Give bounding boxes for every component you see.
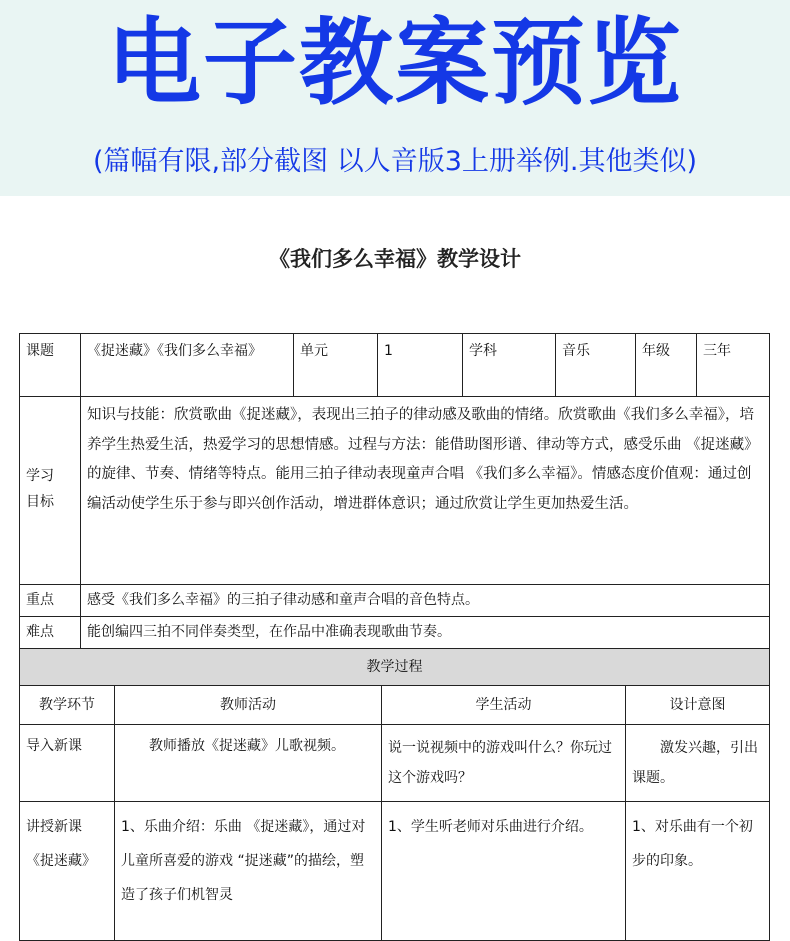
difficulty-label: 难点 xyxy=(26,624,54,640)
topic-label-cell xyxy=(19,333,81,397)
unit-label-cell xyxy=(293,333,378,397)
row1-teacher: 教师播放《捉迷藏》儿歌视频。 xyxy=(149,738,345,754)
unit-label: 单元 xyxy=(300,343,328,359)
header-student-label: 学生活动 xyxy=(475,697,532,713)
topic-value-cell xyxy=(80,333,294,397)
table-row-cell xyxy=(114,801,382,941)
key-point-label-cell xyxy=(19,584,81,617)
grade-value-cell xyxy=(696,333,770,397)
topic-value: 《捉迷藏》《我们多么幸福》 xyxy=(87,343,262,359)
header-intent-label: 设计意图 xyxy=(669,697,726,713)
table-row-cell xyxy=(19,801,115,941)
table-row-cell xyxy=(625,724,770,802)
header-teacher-label: 教师活动 xyxy=(220,697,276,713)
unit-value-cell xyxy=(377,333,463,397)
table-row-cell xyxy=(381,724,626,802)
process-header-stage xyxy=(19,685,115,725)
grade-label-cell xyxy=(635,333,697,397)
row1-intent: 激发兴趣，引出课题。 xyxy=(632,740,758,786)
table-row-cell xyxy=(381,801,626,941)
difficulty-text-cell xyxy=(80,616,770,649)
difficulty-label-cell xyxy=(19,616,81,649)
unit-value: 1 xyxy=(384,343,393,359)
topic-label: 课题 xyxy=(26,343,54,359)
row2-student: 1、学生听老师对乐曲进行介绍。 xyxy=(388,819,593,835)
goals-label-cell xyxy=(19,396,81,585)
banner xyxy=(0,0,790,196)
table-row-cell xyxy=(19,724,115,802)
document-title: 《我们多么幸福》教学设计 xyxy=(269,247,521,271)
key-point-text-cell xyxy=(80,584,770,617)
row2-teacher: 1、乐曲介绍：乐曲 《捉迷藏》，通过对儿童所喜爱的游戏 “捉迷藏”的描绘，塑造了孩子们机智灵 xyxy=(121,819,366,903)
process-title: 教学过程 xyxy=(366,659,423,675)
process-header-intent xyxy=(625,685,770,725)
grade-value: 三年 xyxy=(703,343,731,359)
process-header-teacher xyxy=(114,685,382,725)
process-header-student xyxy=(381,685,626,725)
process-title-cell xyxy=(19,648,770,686)
key-point-text: 感受《我们多么幸福》的三拍子律动感和童声合唱的音色特点。 xyxy=(87,592,479,608)
table-row-cell xyxy=(114,724,382,802)
difficulty-text: 能创编四三拍不同伴奏类型，在作品中准确表现歌曲节奏。 xyxy=(87,624,451,640)
key-point-label: 重点 xyxy=(26,592,54,608)
goals-label-line1: 学习 xyxy=(26,468,54,484)
row2-stage: 讲授新课《捉迷藏》 xyxy=(26,819,96,869)
subject-value: 音乐 xyxy=(562,343,590,359)
banner-subtitle: (篇幅有限,部分截图 以人音版3上册举例.其他类似) xyxy=(93,146,697,177)
goals-label-line2: 目标 xyxy=(26,494,54,510)
header-stage-label: 教学环节 xyxy=(39,697,95,713)
row1-stage: 导入新课 xyxy=(26,738,82,754)
subject-value-cell xyxy=(555,333,636,397)
goals-text: 知识与技能：欣赏歌曲《捉迷藏》，表现出三拍子的律动感及歌曲的情绪。欣赏歌曲《我们多么幸福》，培养学生热爱生活，热爱学习的思想情感。过程与方法：能借助图形谱、律动等方式，感受乐曲 《捉迷藏》的旋律、节奏、情绪等特点。能用三拍子律动表现童声合唱 《我们多么幸福》。情感态度价值观：通过创编活动使学生乐于参与即兴创作活动，增进群体意识；通过欣赏让学生更加热爱生活。 xyxy=(87,407,759,512)
row2-intent: 1、对乐曲有一个初步的印象。 xyxy=(632,819,753,869)
banner-title: 电子教案预览 xyxy=(106,9,683,118)
goals-text-cell xyxy=(80,396,770,585)
grade-label: 年级 xyxy=(642,343,670,359)
subject-label: 学科 xyxy=(469,343,497,359)
subject-label-cell xyxy=(462,333,556,397)
row1-student: 说一说视频中的游戏叫什么？你玩过这个游戏吗？ xyxy=(388,740,612,786)
table-row-cell xyxy=(625,801,770,941)
